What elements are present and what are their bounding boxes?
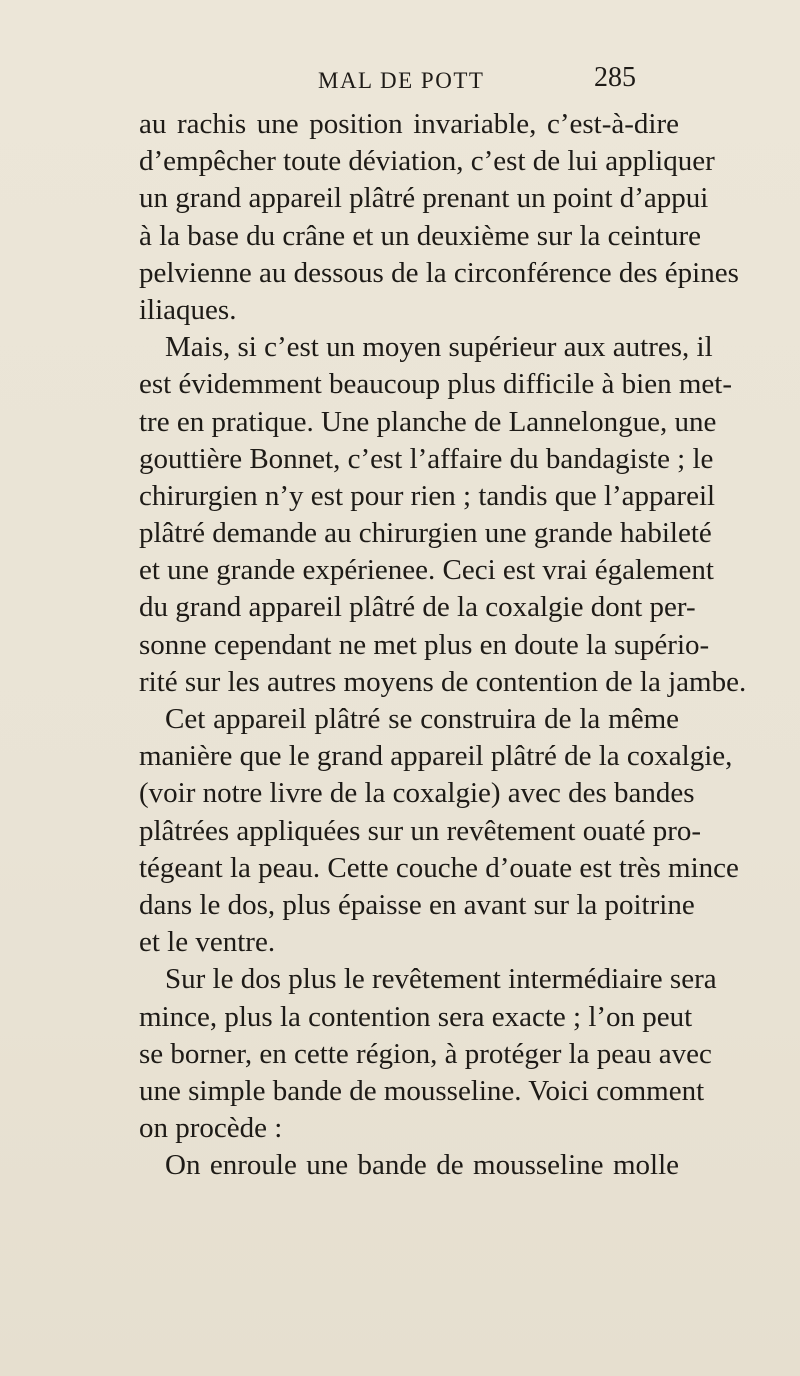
text-line: plâtrées appliquées sur un revêtement ouaté pro- (139, 814, 702, 847)
text-line: Mais, si c’est un moyen supérieur aux autres, il (165, 331, 713, 364)
text-line: gouttière Bonnet, c’est l’affaire du bandagiste ; le (139, 442, 714, 475)
text-line: dans le dos, plus épaisse en avant sur la poitrine (139, 888, 695, 921)
text-line: et le ventre. (139, 926, 276, 959)
text-line: iliaques. (139, 293, 237, 326)
text-line: tégeant la peau. Cette couche d’ouate est très mince (139, 851, 739, 884)
running-head: MAL DE POTT (318, 68, 485, 93)
text-line: du grand appareil plâtré de la coxalgie dont per- (139, 591, 696, 624)
page-header (0, 62, 800, 102)
text-line: et une grande expérienee. Ceci est vrai également (139, 554, 714, 587)
text-line: à la base du crâne et un deuxième sur la ceinture (139, 219, 702, 252)
text-line: mince, plus la contention sera exacte ; l’on peut (139, 1000, 693, 1033)
text-line: manière que le grand appareil plâtré de la coxalgie, (139, 740, 733, 773)
text-line: se borner, en cette région, à protéger la peau avec (139, 1037, 712, 1070)
text-line: on procède : (139, 1112, 283, 1145)
text-line: une simple bande de mousseline. Voici comment (139, 1074, 705, 1107)
text-line: (voir notre livre de la coxalgie) avec des bandes (139, 777, 695, 810)
page-number: 285 (594, 62, 636, 93)
text-line: Sur le dos plus le revêtement intermédiaire sera (165, 963, 717, 996)
text-line: tre en pratique. Une planche de Lannelongue, une (139, 405, 717, 438)
text-line: plâtré demande au chirurgien une grande habileté (139, 517, 712, 550)
text-line: un grand appareil plâtré prenant un point d’appui (139, 182, 709, 215)
text-line: pelvienne au dessous de la circonférence des épines (139, 256, 739, 289)
text-line: On enroule une bande de mousseline molle (165, 1149, 679, 1182)
text-line: d’empêcher toute déviation, c’est de lui appliquer (139, 145, 715, 178)
text-line: chirurgien n’y est pour rien ; tandis que l’appareil (139, 479, 716, 512)
body-text (139, 106, 747, 1184)
text-line: est évidemment beaucoup plus difficile à bien met- (139, 368, 732, 401)
text-line: Cet appareil plâtré se construira de la même (165, 703, 679, 735)
text-line: au rachis une position invariable, c’est-à-dire (139, 108, 679, 140)
text-line: sonne cependant ne met plus en doute la supério- (139, 628, 710, 661)
text-line: rité sur les autres moyens de contention de la jambe. (139, 665, 747, 698)
